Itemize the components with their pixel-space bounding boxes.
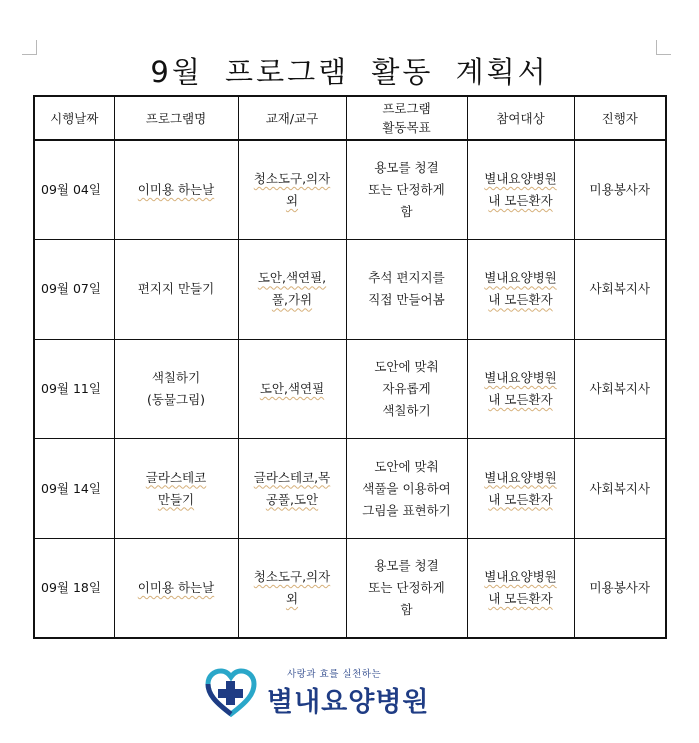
header-program: 프로그램명 bbox=[114, 96, 238, 140]
header-leader: 진행자 bbox=[574, 96, 666, 140]
cell-program: 이미용 하는날 bbox=[137, 182, 215, 198]
logo-name: 별내요양병원 bbox=[267, 687, 430, 718]
cell-goal: 용모를 청결 또는 단정하게 함 bbox=[346, 538, 467, 638]
cell-leader: 미용봉사자 bbox=[574, 140, 666, 240]
heart-cross-icon bbox=[205, 668, 257, 718]
cell-goal: 도안에 맞춰 자유롭게 색칠하기 bbox=[346, 339, 467, 439]
cell-leader: 사회복지사 bbox=[574, 439, 666, 539]
document-title: 9월 프로그램 활동 계획서 bbox=[150, 55, 549, 89]
table-row bbox=[34, 240, 666, 340]
cell-leader: 사회복지사 bbox=[574, 339, 666, 439]
header-target: 참여대상 bbox=[467, 96, 574, 140]
hospital-logo bbox=[205, 664, 475, 720]
cell-leader: 사회복지사 bbox=[574, 240, 666, 340]
header-goal: 프로그램 활동목표 bbox=[346, 96, 467, 140]
cell-target: 별내요양병원 내 모든환자 bbox=[484, 568, 557, 606]
header-materials: 교재/교구 bbox=[238, 96, 346, 140]
cell-materials: 도안,색연필 bbox=[259, 380, 325, 396]
cell-target: 별내요양병원 내 모든환자 bbox=[484, 171, 557, 209]
cell-target: 별내요양병원 내 모든환자 bbox=[484, 469, 557, 507]
table-row bbox=[34, 140, 666, 240]
cell-date: 09월 11일 bbox=[34, 339, 114, 439]
header-date: 시행날짜 bbox=[34, 96, 114, 140]
table-row bbox=[34, 538, 666, 638]
cell-goal: 추석 편지지를 직접 만들어봄 bbox=[346, 240, 467, 340]
cell-materials: 글라스테코,목 공풀,도안 bbox=[253, 469, 331, 507]
cell-target: 별내요양병원 내 모든환자 bbox=[484, 369, 557, 407]
table-row bbox=[34, 439, 666, 539]
cell-program: 이미용 하는날 bbox=[137, 579, 215, 595]
cell-target: 별내요양병원 내 모든환자 bbox=[484, 270, 557, 308]
cell-leader: 미용봉사자 bbox=[574, 538, 666, 638]
cell-materials: 청소도구,의자 외 bbox=[253, 171, 331, 209]
cell-materials: 청소도구,의자 외 bbox=[253, 568, 331, 606]
cell-goal: 도안에 맞춰 색풀을 이용하여 그림을 표현하기 bbox=[346, 439, 467, 539]
activity-plan-table bbox=[33, 95, 667, 639]
cell-date: 09월 07일 bbox=[34, 240, 114, 340]
cell-materials: 도안,색연필, 풀,가위 bbox=[257, 270, 327, 308]
cell-date: 09월 14일 bbox=[34, 439, 114, 539]
cell-date: 09월 18일 bbox=[34, 538, 114, 638]
table-header-row bbox=[34, 96, 666, 140]
cell-program: 색칠하기 (동물그림) bbox=[114, 339, 238, 439]
cell-program: 편지지 만들기 bbox=[114, 240, 238, 340]
cell-date: 09월 04일 bbox=[34, 140, 114, 240]
cell-goal: 용모를 청결 또는 단정하게 함 bbox=[346, 140, 467, 240]
table-row bbox=[34, 339, 666, 439]
cell-program: 글라스테코 만들기 bbox=[145, 469, 207, 507]
logo-slogan: 사랑과 효를 실천하는 bbox=[287, 669, 382, 680]
